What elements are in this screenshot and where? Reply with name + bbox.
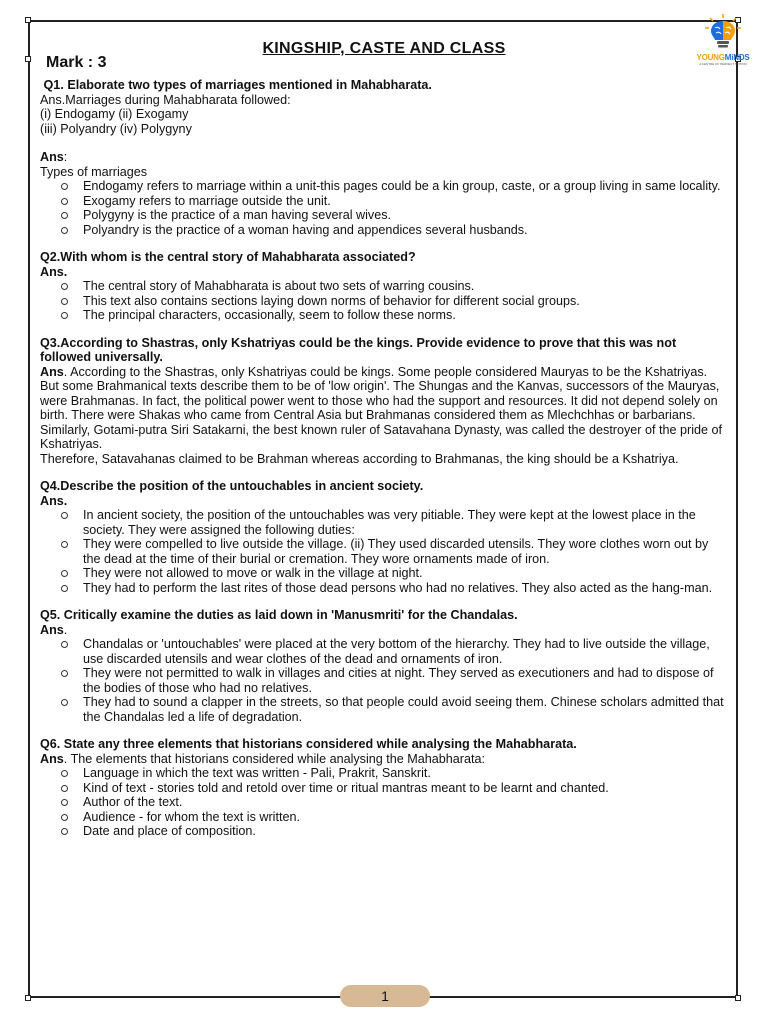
- list-item: The central story of Mahabharata is about two sets of warring cousins.: [83, 279, 724, 294]
- list-item: Language in which the text was written - Pali, Prakrit, Sanskrit.: [83, 766, 724, 781]
- q6-answer: Ans. The elements that historians considered while analysing the Mahabharata:: [40, 751, 486, 766]
- q1-bullet-list: [40, 179, 724, 237]
- q3-paragraph-2: Similarly, Gotami-putra Siri Satakarni, the best known ruler of Satavahana Dynasty, was called the destroyer of the pride of Kshatriyas.: [40, 422, 723, 451]
- brand-logo: [688, 14, 758, 68]
- question-1: Q1. Elaborate two types of marriages mentioned in Mahabharata.: [43, 78, 432, 92]
- list-item: This text also contains sections laying down norms of behavior for different social groups.: [83, 294, 724, 309]
- list-item: In ancient society, the position of the untouchables was very pitiable. They were kept at the lowest place in the society. They were assigned the following duties:: [83, 508, 724, 537]
- q1-line2: (iii) Polyandry (iv) Polygyny: [40, 121, 192, 136]
- list-item: Kind of text - stories told and retold over time or ritual mantras meant to be learnt and chanted.: [83, 781, 724, 796]
- list-item: They had to sound a clapper in the streets, so that people could avoid seeing them. Chinese scholars admitted that the Chandalas led a life of degradation.: [83, 695, 724, 724]
- logo-tagline: A CENTRE OF PERFECT TUITION: [699, 62, 747, 66]
- list-item: They had to perform the last rites of those dead persons who had no relatives. They also acted as the hang-man.: [83, 581, 724, 596]
- page-title: KINGSHIP, CASTE AND CLASS: [262, 40, 506, 57]
- document-body: [40, 78, 724, 839]
- q2-answer-label: Ans.: [40, 264, 68, 279]
- question-5: Q5. Critically examine the duties as laid down in 'Manusmriti' for the Chandalas.: [40, 608, 518, 622]
- list-item: Exogamy refers to marriage outside the unit.: [83, 194, 724, 209]
- border-corner: [25, 995, 31, 1001]
- logo-wordmark: YOUNGMiNDS: [696, 53, 750, 62]
- list-item: They were compelled to live outside the village. (ii) They used discarded utensils. They wore clothes worn out by the dead at the time of their burial or cremation. They wore ornaments made of iron.: [83, 537, 724, 566]
- q1-answer-label: Ans:: [40, 150, 68, 164]
- list-item: Author of the text.: [83, 795, 724, 810]
- q6-bullet-list: [40, 766, 724, 839]
- list-item: Endogamy refers to marriage within a unit-this pages could be a kin group, caste, or a group living in same locality.: [83, 179, 724, 194]
- list-item: They were not allowed to move or walk in the village at night.: [83, 566, 724, 581]
- border-corner: [25, 17, 31, 23]
- q5-answer-label: Ans.: [40, 622, 68, 637]
- q1-types-heading: Types of marriages: [40, 164, 148, 179]
- list-item: Polyandry is the practice of a woman having and appendices several husbands.: [83, 223, 724, 238]
- question-2: Q2.With whom is the central story of Mahabharata associated?: [40, 250, 416, 264]
- border-corner: [735, 995, 741, 1001]
- q1-line1: (i) Endogamy (ii) Exogamy: [40, 107, 189, 121]
- q3-paragraph-3: Therefore, Satavahanas claimed to be Brahman whereas according to Brahmanas, the king should be a Kshatriya.: [40, 451, 679, 466]
- brain-bulb-icon: [701, 14, 745, 50]
- list-item: Polygyny is the practice of a man having several wives.: [83, 208, 724, 223]
- question-3: Q3.According to Shastras, only Kshatriyas could be the kings. Provide evidence to prove that this was not followed universally.: [40, 335, 677, 364]
- q2-bullet-list: [40, 279, 724, 323]
- q5-bullet-list: [40, 637, 724, 724]
- question-4: Q4.Describe the position of the untouchables in ancient society.: [40, 479, 424, 493]
- q3-answer: Ans. According to the Shastras, only Kshatriyas could be kings. Some people considered Mauryas to be the Kshatriyas. But some Brahmanical texts describe them to be of 'low origin'. The Shungas and the Kanvas, successors of the Mauryas, were Brahmanas. In fact, the political power went to those who had the support and resources. It did not depend solely on birth. There were Shakas who came from Central Asia but Brahmanas considered them as Mlechchhas or barbarians.: [40, 364, 720, 422]
- list-item: Audience - for whom the text is written.: [83, 810, 724, 825]
- list-item: Date and place of composition.: [83, 824, 724, 839]
- q1-intro: Ans.Marriages during Mahabharata followed:: [40, 92, 291, 107]
- list-item: Chandalas or 'untouchables' were placed at the very bottom of the hierarchy. They had to live outside the village, use discarded utensils and wear clothes of the dead and ornaments of iron.: [83, 637, 724, 666]
- q4-bullet-list: [40, 508, 724, 595]
- list-item: They were not permitted to walk in villages and cities at night. They served as executioners and had to dispose of the bodies of those who had no relatives.: [83, 666, 724, 695]
- question-6: Q6. State any three elements that historians considered while analysing the Mahabharata.: [40, 737, 577, 751]
- page-number: 1: [340, 985, 430, 1007]
- q4-answer-label: Ans.: [40, 493, 68, 508]
- mark-label: Mark : 3: [46, 54, 107, 71]
- list-item: The principal characters, occasionally, seem to follow these norms.: [83, 308, 724, 323]
